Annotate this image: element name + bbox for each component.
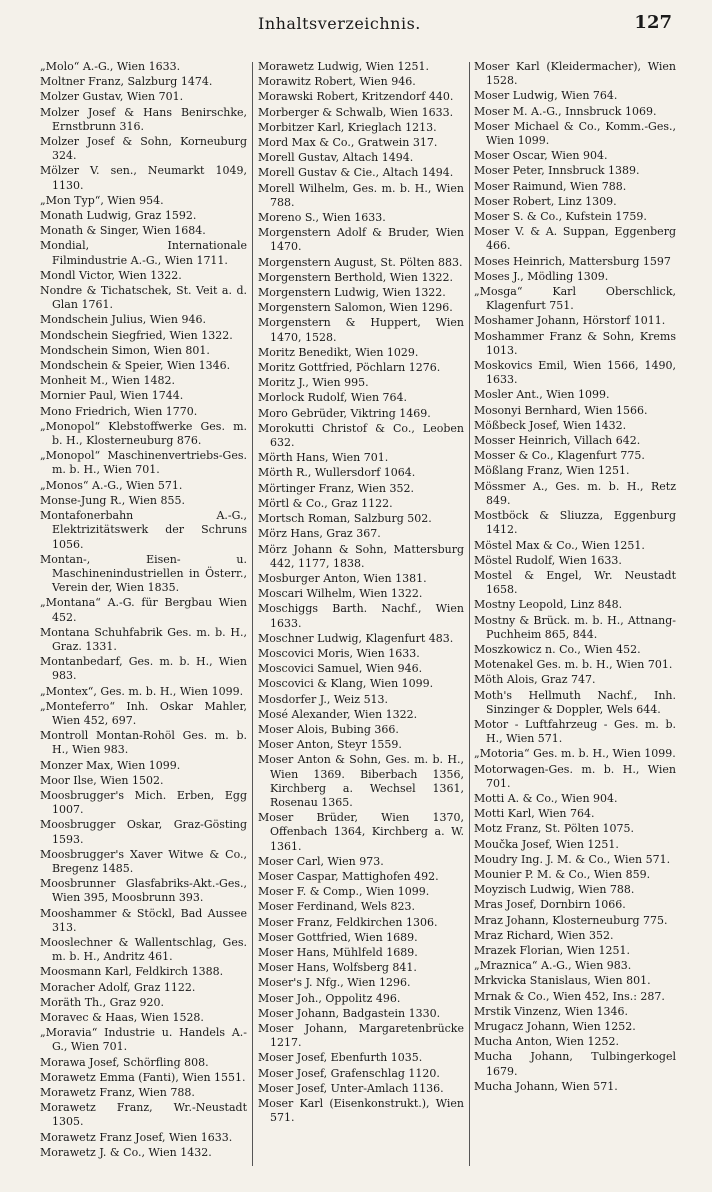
index-entry: Moshammer Franz & Sohn, Krems 1013. [474, 329, 676, 357]
index-entry: Moser Peter, Innsbruck 1389. [474, 164, 640, 178]
index-entry: Moschner Ludwig, Klagenfurt 483. [258, 631, 454, 645]
index-entry: Moräth Th., Graz 920. [40, 995, 165, 1009]
index-entry: Moser Hans, Wolfsberg 841. [258, 961, 417, 975]
index-entry: Moskovics Emil, Wien 1566, 1490, 1633. [474, 359, 676, 387]
index-entry: Mooshammer & Stöckl, Bad Aussee 313. [40, 906, 247, 934]
index-entry: Mostny Leopold, Linz 848. [474, 598, 623, 612]
index-entry: Nondre & Tichatschek, St. Veit a. d. Glan 1761. [40, 284, 247, 312]
index-entry: Moshamer Johann, Hörstorf 1011. [474, 314, 666, 328]
index-entry: Monse-Jung R., Wien 855. [40, 493, 185, 507]
index-entry: Morberger & Schwalb, Wien 1633. [258, 105, 454, 119]
index-entry: Mosser Heinrich, Villach 642. [474, 434, 641, 448]
index-entry: Montana Schuhfabrik Ges. m. b. H., Graz. 1331. [40, 625, 247, 653]
index-entry: Morawetz Franz Josef, Wien 1633. [40, 1130, 233, 1144]
index-entry: „Mon Typ“, Wien 954. [40, 193, 164, 207]
index-entry: Morell Gustav & Cie., Altach 1494. [258, 166, 454, 180]
index-entry: Mörz Johann & Sohn, Mattersburg 442, 1177, 1838. [258, 542, 464, 570]
index-entry: Morawitz Robert, Wien 946. [258, 75, 416, 89]
index-entry: Mosburger Anton, Wien 1381. [258, 571, 427, 585]
index-entry: Moser Anton & Sohn, Ges. m. b. H., Wien 1369. Biberbach 1356, Kirchberg a. Wechsel 1361, Rosenau 1365. [258, 753, 464, 809]
index-column-1 [40, 60, 247, 1161]
index-column-2 [258, 60, 464, 1126]
index-entry: Moser Michael & Co., Komm.-Ges., Wien 1099. [474, 119, 676, 148]
index-entry: Motti A. & Co., Wien 904. [474, 791, 618, 805]
index-entry: Moscovici Samuel, Wien 946. [258, 662, 423, 676]
index-entry: Möth Alois, Graz 747. [474, 673, 596, 687]
index-entry: Mono Friedrich, Wien 1770. [40, 404, 198, 418]
index-entry: Moltner Franz, Salzburg 1474. [40, 75, 213, 89]
index-entry: Moser Anton, Steyr 1559. [258, 738, 402, 752]
index-entry: Motorwagen-Ges. m. b. H., Wien 701. [474, 762, 676, 790]
index-entry: Moszkowicz n. Co., Wien 452. [474, 642, 641, 656]
index-entry: Moser's J. Nfg., Wien 1296. [258, 976, 411, 990]
index-entry: Moučka Josef, Wien 1251. [474, 837, 619, 851]
index-entry: Mostel & Engel, Wr. Neustadt 1658. [474, 568, 676, 597]
index-entry: Moser Oscar, Wien 904. [474, 149, 608, 163]
index-entry: Morlock Rudolf, Wien 764. [258, 391, 408, 405]
index-entry: Morbitzer Karl, Krieglach 1213. [258, 120, 437, 134]
index-entry: Morawetz J. & Co., Wien 1432. [40, 1145, 212, 1159]
index-entry: Morokutti Christof & Co., Leoben 632. [258, 421, 464, 450]
index-entry: Möstel Max & Co., Wien 1251. [474, 538, 645, 552]
index-entry: Morawetz Franz, Wien 788. [40, 1086, 195, 1100]
index-entry: Moracher Adolf, Graz 1122. [40, 980, 196, 994]
index-entry: Mraz Johann, Klosterneuburg 775. [474, 913, 668, 927]
index-entry: Mrnak & Co., Wien 452, Ins.: 287. [474, 989, 665, 1003]
index-entry: Morell Gustav, Altach 1494. [258, 151, 414, 165]
index-entry: Morgenstern Adolf & Bruder, Wien 1470. [258, 226, 464, 254]
index-entry: Mosdorfer J., Weiz 513. [258, 692, 389, 706]
index-entry: Moritz Benedikt, Wien 1029. [258, 345, 419, 359]
index-entry: Moosmann Karl, Feldkirch 1388. [40, 965, 224, 979]
index-entry: Morgenstern & Huppert, Wien 1470, 1528. [258, 316, 464, 344]
index-entry: Mößbeck Josef, Wien 1432. [474, 418, 627, 432]
index-entry: Molzer Josef & Hans Benirschke, Ernstbrunn 316. [40, 105, 247, 133]
index-entry: Moser Karl (Eisenkonstrukt.), Wien 571. [258, 1097, 464, 1125]
index-entry: Morgenstern Berthold, Wien 1322. [258, 270, 453, 284]
index-entry: Mondschein Siegfried, Wien 1322. [40, 328, 233, 342]
index-entry: Moser Carl, Wien 973. [258, 854, 384, 868]
index-entry: „Montex“, Ges. m. b. H., Wien 1099. [40, 684, 244, 698]
index-entry: Moser Josef, Grafenschlag 1120. [258, 1066, 440, 1080]
index-entry: „Monopol“ Klebstoffwerke Ges. m. b. H., Klosterneuburg 876. [40, 419, 247, 448]
index-entry: „Mosga“ Karl Oberschlick, Klagenfurt 751. [474, 285, 676, 313]
index-entry: Mörz Hans, Graz 367. [258, 527, 381, 541]
running-title: Inhaltsverzeichnis. [258, 14, 421, 33]
index-entry: Moser Brüder, Wien 1370, Offenbach 1364, Kirchberg a. W. 1361. [258, 811, 464, 853]
index-entry: „Monos“ A.-G., Wien 571. [40, 478, 183, 492]
index-entry: Moser Raimund, Wien 788. [474, 179, 627, 193]
index-entry: Moser M. A.-G., Innsbruck 1069. [474, 104, 657, 118]
index-entry: Moser Johann, Badgastein 1330. [258, 1006, 441, 1020]
index-entry: Moritz Gottfried, Pöchlarn 1276. [258, 361, 441, 375]
index-entry: Mondschein Simon, Wien 801. [40, 343, 210, 357]
index-entry: Mounier P. M. & Co., Wien 859. [474, 867, 651, 881]
index-entry: Moser Josef, Ebenfurth 1035. [258, 1051, 423, 1065]
index-column-3 [474, 60, 676, 1095]
index-entry: Mosser & Co., Klagenfurt 775. [474, 449, 645, 463]
index-entry: Moth's Hellmuth Nachf., Inh. Sinzinger & Doppler, Wels 644. [474, 688, 676, 716]
index-entry: Moscovici Moris, Wien 1633. [258, 646, 420, 660]
index-entry: Mörtinger Franz, Wien 352. [258, 481, 415, 495]
page-header [0, 12, 712, 38]
index-entry: Moser V. & A. Suppan, Eggenberg 466. [474, 225, 676, 253]
column-divider [469, 62, 470, 1166]
index-entry: Motenakel Ges. m. b. H., Wien 701. [474, 658, 673, 672]
index-entry: Mostny & Brück. m. b. H., Attnang-Puchheim 865, 844. [474, 613, 676, 641]
index-entry: Morawetz Franz, Wr.-Neustadt 1305. [40, 1101, 247, 1129]
index-entry: Moser Ludwig, Wien 764. [474, 89, 618, 103]
index-entry: Moscari Wilhelm, Wien 1322. [258, 587, 423, 601]
index-entry: Mooslechner & Wallentschlag, Ges. m. b. H., Andritz 461. [40, 935, 247, 964]
index-entry: Moschiggs Barth. Nachf., Wien 1633. [258, 602, 464, 630]
index-entry: Monzer Max, Wien 1099. [40, 758, 181, 772]
index-entry: Morell Wilhelm, Ges. m. b. H., Wien 788. [258, 181, 464, 209]
index-entry: Moses Heinrich, Mattersburg 1597 [474, 254, 671, 268]
index-entry: Moses J., Mödling 1309. [474, 269, 609, 283]
index-entry: Moscovici & Klang, Wien 1099. [258, 677, 434, 691]
index-entry: Mras Josef, Dornbirn 1066. [474, 898, 626, 912]
index-entry: Mössmer A., Ges. m. b. H., Retz 849. [474, 479, 676, 507]
index-entry: Mörth Hans, Wien 701. [258, 451, 389, 465]
index-entry: Moser Hans, Mühlfeld 1689. [258, 945, 418, 959]
index-entry: Mortsch Roman, Salzburg 502. [258, 512, 432, 526]
index-entry: Mondschein & Speier, Wien 1346. [40, 359, 231, 373]
index-entry: „Montana“ A.-G. für Bergbau Wien 452. [40, 596, 247, 624]
index-entry: Moritz J., Wien 995. [258, 376, 369, 390]
index-entry: Moser Franz, Feldkirchen 1306. [258, 915, 438, 929]
index-entry: Mucha Anton, Wien 1252. [474, 1035, 620, 1049]
index-entry: Mostböck & Sliuzza, Eggenburg 1412. [474, 509, 676, 537]
index-entry: Mörtl & Co., Graz 1122. [258, 496, 393, 510]
index-entry: Moser F. & Comp., Wien 1099. [258, 885, 430, 899]
index-entry: Mucha Johann, Wien 571. [474, 1079, 618, 1093]
index-entry: Mraz Richard, Wien 352. [474, 928, 614, 942]
index-entry: Mondial, Internationale Filmindustrie A.-G., Wien 1711. [40, 239, 247, 267]
index-entry: Möstel Rudolf, Wien 1633. [474, 553, 622, 567]
index-entry: Moravec & Haas, Wien 1528. [40, 1011, 204, 1024]
page-number: 127 [634, 12, 672, 33]
index-entry: Motti Karl, Wien 764. [474, 807, 595, 821]
index-entry: Morawetz Ludwig, Wien 1251. [258, 60, 429, 73]
index-entry: Moro Gebrüder, Viktring 1469. [258, 406, 431, 420]
index-entry: Moser Gottfried, Wien 1689. [258, 930, 418, 944]
index-entry: Moser S. & Co., Kufstein 1759. [474, 210, 647, 224]
index-entry: Montafonerbahn A.-G., Elektrizitätswerk der Schruns 1056. [40, 509, 247, 551]
index-entry: Moser Johann, Margaretenbrücke 1217. [258, 1022, 464, 1050]
index-entry: Mölzer V. sen., Neumarkt 1049, 1130. [40, 164, 247, 192]
index-entry: Mrstik Vinzenz, Wien 1346. [474, 1004, 629, 1018]
index-entry: Montroll Montan-Rohöl Ges. m. b. H., Wien 983. [40, 729, 247, 757]
index-entry: Moreno S., Wien 1633. [258, 211, 386, 225]
index-entry: Moosbrugger's Xaver Witwe & Co., Bregenz 1485. [40, 847, 247, 875]
index-entry: Mucha Johann, Tulbingerkogel 1679. [474, 1050, 676, 1078]
index-entry: Moor Ilse, Wien 1502. [40, 773, 164, 787]
index-entry: Moosbrugger's Mich. Erben, Egg 1007. [40, 788, 247, 817]
index-entry: Mrkvicka Stanislaus, Wien 801. [474, 974, 651, 988]
index-entry: Molzer Josef & Sohn, Korneuburg 324. [40, 135, 247, 163]
column-divider [252, 62, 253, 1166]
index-entry: Morgenstern Salomon, Wien 1296. [258, 301, 453, 315]
index-entry: Motz Franz, St. Pölten 1075. [474, 822, 634, 836]
index-entry: Mornier Paul, Wien 1744. [40, 389, 184, 403]
index-entry: Moosbrunner Glasfabriks-Akt.-Ges., Wien 395, Moosbrunn 393. [40, 877, 247, 905]
index-entry: Montanbedarf, Ges. m. b. H., Wien 983. [40, 655, 247, 683]
index-entry: Mord Max & Co., Gratwein 317. [258, 136, 438, 150]
index-entry: Motor - Luftfahrzeug - Ges. m. b. H., Wien 571. [474, 717, 676, 746]
index-entry: Moyzisch Ludwig, Wien 788. [474, 883, 635, 897]
index-entry: Molzer Gustav, Wien 701. [40, 90, 184, 104]
index-entry: „Molo“ A.-G., Wien 1633. [40, 60, 181, 73]
index-entry: Moser Karl (Kleidermacher), Wien 1528. [474, 60, 676, 88]
index-entry: Monath Ludwig, Graz 1592. [40, 209, 197, 223]
index-entry: Mößlang Franz, Wien 1251. [474, 464, 630, 478]
index-entry: Moser Alois, Bubing 366. [258, 722, 399, 736]
index-entry: Morawa Josef, Schörfling 808. [40, 1055, 209, 1069]
index-entry: Mörth R., Wullersdorf 1064. [258, 466, 416, 480]
index-entry: Moser Joh., Oppolitz 496. [258, 991, 401, 1005]
index-entry: Montan-, Eisen- u. Maschinenindustriellen in Österr., Verein der, Wien 1835. [40, 552, 247, 595]
index-entry: Mosé Alexander, Wien 1322. [258, 707, 418, 721]
index-entry: Moser Josef, Unter-Amlach 1136. [258, 1081, 444, 1095]
index-entry: Morgenstern Ludwig, Wien 1322. [258, 286, 446, 300]
index-entry: „Motoria“ Ges. m. b. H., Wien 1099. [474, 747, 676, 761]
index-entry: Moser Robert, Linz 1309. [474, 194, 617, 208]
index-entry: Mondl Victor, Wien 1322. [40, 268, 182, 282]
index-entry: Mrazek Florian, Wien 1251. [474, 943, 630, 957]
index-entry: Morgenstern August, St. Pölten 883. [258, 255, 463, 269]
index-entry: Monath & Singer, Wien 1684. [40, 224, 206, 238]
index-entry: „Mraznica“ A.-G., Wien 983. [474, 959, 632, 973]
index-entry: Mosonyi Bernhard, Wien 1566. [474, 403, 648, 417]
index-entry: Moser Caspar, Mattighofen 492. [258, 869, 439, 883]
index-entry: „Moravia“ Industrie u. Handels A.-G., Wien 701. [40, 1026, 247, 1054]
index-entry: Morawetz Emma (Fanti), Wien 1551. [40, 1070, 246, 1084]
index-entry: Moser Ferdinand, Wels 823. [258, 900, 415, 914]
index-entry: „Monteferro“ Inh. Oskar Mahler, Wien 452, 697. [40, 699, 247, 727]
index-entry: Mrugacz Johann, Wien 1252. [474, 1020, 636, 1033]
index-entry: Mondschein Julius, Wien 946. [40, 313, 206, 327]
index-entry: Morawski Robert, Kritzendorf 440. [258, 90, 454, 104]
index-entry: „Monopol“ Maschinenvertriebs-Ges. m. b. H., Wien 701. [40, 449, 247, 477]
index-entry: Mosler Ant., Wien 1099. [474, 388, 610, 402]
index-entry: Moudry Ing. J. M. & Co., Wien 571. [474, 852, 671, 866]
index-entry: Moosbrugger Oskar, Graz-Gösting 1593. [40, 818, 247, 846]
index-entry: Monheit M., Wien 1482. [40, 374, 175, 388]
